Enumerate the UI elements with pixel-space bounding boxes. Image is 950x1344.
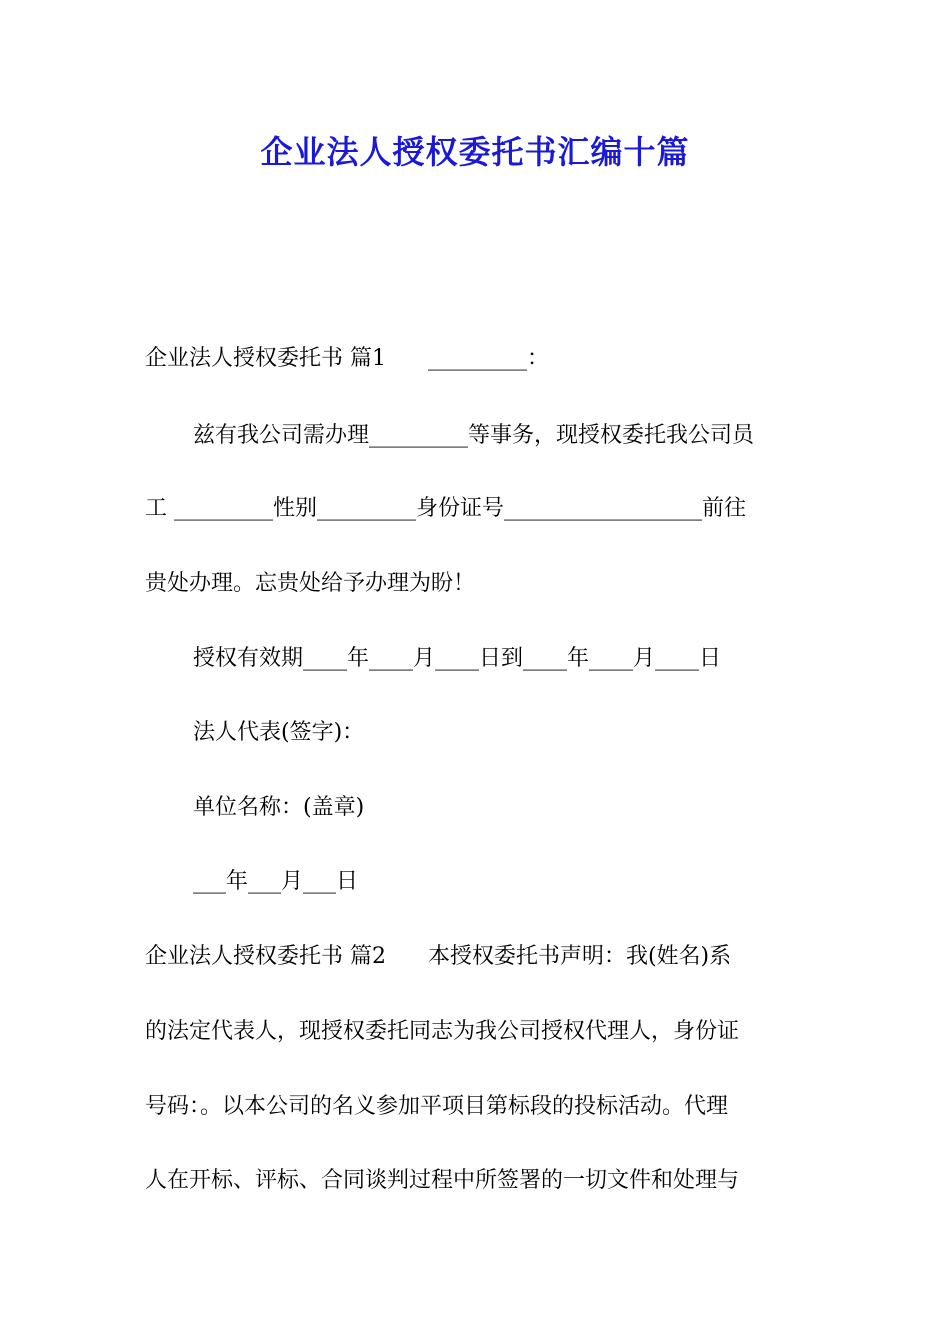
date-line: ___年___月___日 — [193, 869, 359, 894]
paragraph-line: 的法定代表人，现授权委托同志为我公司授权代理人，身份证 — [145, 1019, 740, 1044]
paragraph-line: 兹有我公司需办理_________等事务，现授权委托我公司员 — [193, 423, 755, 448]
section-1-heading: 企业法人授权委托书 篇1 _________： — [145, 346, 549, 371]
company-seal-line: 单位名称：(盖章) — [193, 795, 365, 820]
document-title: 企业法人授权委托书汇编十篇 — [260, 133, 690, 171]
validity-period-line: 授权有效期____年____月____日到____年____月____日 — [193, 646, 722, 671]
legal-representative-signature-line: 法人代表(签字)： — [193, 720, 365, 745]
paragraph-line: 工 _________性别_________身份证号__________________前往 — [145, 496, 746, 521]
paragraph-line: 号码：。以本公司的名义参加平项目第标段的投标活动。代理 — [145, 1094, 729, 1119]
paragraph-line: 贵处办理。忘贵处给予办理为盼！ — [145, 571, 476, 596]
paragraph-line: 人在开标、评标、合同谈判过程中所签署的一切文件和处理与 — [145, 1168, 740, 1193]
section-2-heading: 企业法人授权委托书 篇2 本授权委托书声明：我(姓名)系 — [145, 944, 732, 969]
